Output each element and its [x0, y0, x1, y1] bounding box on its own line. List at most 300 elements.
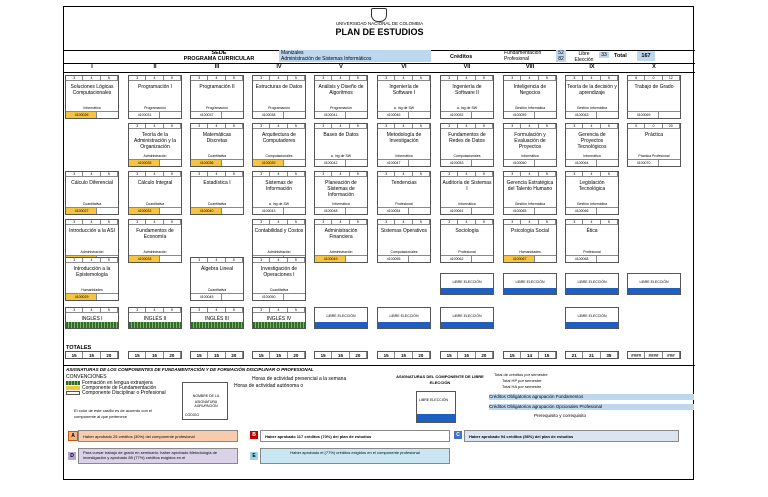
- course-card[interactable]: [252, 307, 306, 329]
- course-area: Administración: [80, 250, 104, 254]
- semester-header: V: [339, 64, 343, 70]
- semester-total: [627, 351, 681, 359]
- sede-value: Manizales: [279, 50, 431, 56]
- course-area: Computacionales: [265, 154, 293, 158]
- course-name: Introducción a la Epistemología: [73, 266, 111, 278]
- course-hours: 3: [129, 124, 146, 129]
- semester-total: [128, 351, 182, 359]
- course-name: Ingeniería de Software I: [389, 84, 419, 96]
- semester-header: III: [214, 64, 220, 70]
- semester-total-value: 20: [288, 352, 305, 358]
- profesional-label: Profesional: [504, 56, 530, 62]
- course-hours: 4: [583, 220, 600, 225]
- course-hours: 5: [288, 220, 305, 225]
- course-hours: 4: [521, 76, 538, 81]
- course-hours: 5: [101, 172, 118, 177]
- semester-total-value: 15: [332, 352, 349, 358]
- course-card[interactable]: [128, 307, 182, 329]
- course-hours: 4: [208, 308, 225, 313]
- elective-label: LIBRE ELECCIÓN: [326, 314, 356, 318]
- course-name: Investigación de Operaciones I: [260, 266, 298, 278]
- semester-total-value: 14: [521, 352, 538, 358]
- course-code: 4100033: [129, 255, 160, 262]
- course-hours: 5: [288, 172, 305, 177]
- course-hours: 4: [146, 308, 163, 313]
- course-area: Programación: [268, 106, 290, 110]
- course-hours: 3: [129, 76, 146, 81]
- course-hours: 5: [476, 124, 493, 129]
- university-name: UNIVERSIDAD NACIONAL DE COLOMBIA: [335, 21, 424, 26]
- course-hours: 3: [191, 308, 208, 313]
- course-hours: 3: [566, 220, 583, 225]
- course-hours: 3: [378, 124, 395, 129]
- course-credit-marker: [408, 111, 430, 118]
- course-name: Administración Financiera: [324, 228, 358, 240]
- course-card[interactable]: [65, 257, 119, 301]
- course-card[interactable]: [314, 219, 368, 263]
- legend-prof-swatch: [66, 391, 80, 395]
- course-hours: 3: [191, 76, 208, 81]
- course-hours: 4: [395, 124, 412, 129]
- course-card[interactable]: [190, 75, 244, 119]
- course-name: Sociología: [455, 228, 479, 234]
- semester-total-value: 21: [583, 352, 600, 358]
- course-name: Programación I: [138, 84, 172, 90]
- course-area: Humanidades: [81, 288, 103, 292]
- course-card[interactable]: [65, 307, 119, 329]
- course-code: 4100062: [441, 255, 472, 262]
- course-area: Profesional: [583, 250, 601, 254]
- legend-lengua: Formación en lengua extranjera: [82, 380, 153, 386]
- course-card[interactable]: [565, 123, 619, 167]
- course-area: a. Ing de SW: [330, 154, 352, 158]
- elective-card[interactable]: [565, 307, 619, 329]
- course-area: Cuantitativa: [145, 202, 165, 206]
- language-bar: [253, 322, 305, 328]
- semester-total: [65, 351, 119, 359]
- course-code: 4100067: [504, 255, 535, 262]
- course-hours: 5: [350, 172, 367, 177]
- course-card[interactable]: [377, 219, 431, 263]
- course-hours: 3: [66, 172, 83, 177]
- course-code: 4100047: [378, 159, 409, 166]
- semester-total-value: 15: [378, 352, 395, 358]
- course-card[interactable]: [377, 123, 431, 167]
- elective-card[interactable]: [314, 307, 368, 329]
- elective-label: LIBRE ELECCIÓN: [515, 280, 545, 284]
- semester-total-value: 15: [504, 352, 521, 358]
- course-credit-marker: [596, 111, 618, 118]
- course-hours: 5: [226, 76, 243, 81]
- semester-total-value: 15: [395, 352, 412, 358]
- elective-bar: [504, 288, 556, 294]
- course-code: 4100059: [504, 111, 535, 118]
- course-credit-marker: [159, 255, 181, 262]
- course-name: Introducción a la ASI: [69, 228, 115, 234]
- course-card[interactable]: [627, 123, 681, 167]
- course-area: Gestión Informática: [576, 202, 608, 206]
- course-card[interactable]: [252, 75, 306, 119]
- programa-value: Administración de Sistemas Informáticos: [279, 56, 431, 62]
- course-credit-marker: [408, 207, 430, 214]
- course-hours: 4: [458, 124, 475, 129]
- course-card[interactable]: [314, 75, 368, 119]
- course-card[interactable]: [565, 171, 619, 215]
- course-hours: 5: [350, 220, 367, 225]
- course-hours: 20: [663, 124, 680, 129]
- course-hours: 4: [458, 76, 475, 81]
- semester-header: I: [91, 64, 93, 70]
- course-hours: 3: [253, 124, 270, 129]
- course-name: Análisis y Diseño de Algoritmos: [318, 84, 364, 96]
- course-card[interactable]: [440, 219, 494, 263]
- req-b-text: Haber aprobado 117 créditos (70%) del plan de estudios: [260, 430, 450, 442]
- course-credit-marker: [283, 111, 305, 118]
- course-code: 4100046: [378, 111, 409, 118]
- course-card[interactable]: [190, 307, 244, 329]
- course-hours: 5: [164, 220, 181, 225]
- semester-total: [565, 351, 619, 359]
- course-name: Metodología de Investigación: [386, 132, 422, 144]
- course-name: INGLÉS I: [81, 316, 103, 322]
- course-hours: 0: [628, 124, 645, 129]
- course-hours: 4: [270, 76, 287, 81]
- req-d-text: Para cursar trabajo de grado en seminario: haber aprobado Metodología de investigación y aprobado 85 (77%) créditos exigidos en el: [78, 448, 238, 464]
- course-name: Práctica: [644, 132, 664, 138]
- course-code: 4100053: [441, 159, 472, 166]
- course-hours: 3: [129, 172, 146, 177]
- elective-label: LIBRE ELECCIÓN: [452, 280, 482, 284]
- course-hours: 5: [539, 124, 556, 129]
- libre-title: ASIGNATURAS DEL COMPONENTE DE LIBRE ELECCIÓN: [396, 374, 484, 385]
- req-d-badge: D: [68, 452, 76, 460]
- course-card[interactable]: [440, 123, 494, 167]
- course-code: 4100027: [66, 207, 97, 214]
- study-plan-sheet: [63, 6, 694, 480]
- course-hours: 3: [504, 76, 521, 81]
- libre-key-label: LIBRE ELECCIÓN: [419, 398, 448, 402]
- course-hours: 4: [146, 172, 163, 177]
- course-code: 4100065: [504, 207, 535, 214]
- semester-header: VIII: [525, 64, 535, 70]
- course-hours: 5: [101, 258, 118, 263]
- course-credit-marker: [221, 159, 243, 166]
- course-hours: 5: [601, 172, 618, 177]
- elective-label: LIBRE ELECCIÓN: [389, 314, 419, 318]
- semester-total: [314, 351, 368, 359]
- legend-prof: Componente Disciplinar o Profesional: [82, 390, 166, 396]
- course-card[interactable]: [565, 219, 619, 263]
- course-area: Cuantitativa: [82, 202, 102, 206]
- course-code: 4100038: [253, 111, 284, 118]
- elective-card[interactable]: [503, 273, 557, 295]
- course-hours: 5: [601, 124, 618, 129]
- course-hours: 3: [66, 308, 83, 313]
- semester-total: [440, 351, 494, 359]
- course-code: 4100049: [315, 255, 346, 262]
- course-name: Bases de Datos: [323, 132, 359, 138]
- course-card[interactable]: [190, 171, 244, 215]
- course-hours: 5: [164, 172, 181, 177]
- course-code: 4100042: [315, 159, 346, 166]
- course-hours: 3: [66, 76, 83, 81]
- course-code: 4100064: [566, 159, 597, 166]
- course-hours: 4: [208, 76, 225, 81]
- course-code: 4100039: [253, 159, 284, 166]
- course-name: Sistemas Operativos: [380, 228, 428, 234]
- total-value: 167: [637, 51, 655, 61]
- course-card[interactable]: [503, 123, 557, 167]
- course-hours: 4: [583, 124, 600, 129]
- elective-bar: [441, 322, 493, 328]
- course-code: 4100037: [191, 111, 222, 118]
- req-c-badge: C: [454, 431, 462, 439]
- course-code: 4100052: [441, 111, 472, 118]
- legend-title: ASIGNATURAS DE LOS COMPONENTES DE FUNDAMENTACIÓN Y DE FORMACIÓN DISCIPLINAR O PROFESIONAL: [66, 367, 314, 372]
- course-hours: 0: [645, 124, 662, 129]
- semester-total: [252, 351, 306, 359]
- course-hours: 3: [504, 124, 521, 129]
- creditos-semestre-note: Total de créditos por semestre: [494, 372, 548, 377]
- course-card[interactable]: [503, 219, 557, 263]
- course-hours: 4: [208, 258, 225, 263]
- libre-label: Libre Elección: [574, 51, 594, 63]
- course-area: Programación: [206, 106, 228, 110]
- course-code: 4100054: [378, 207, 409, 214]
- horas-autonoma-note: Horas de actividad autónoma o: [234, 383, 304, 389]
- course-name: Ética: [586, 228, 598, 234]
- course-credit-marker: [534, 159, 556, 166]
- course-card[interactable]: [314, 123, 368, 167]
- elective-card[interactable]: [440, 307, 494, 329]
- req-a-text: Haber aprobado 25 créditos (30%) del componente profesional: [78, 430, 238, 442]
- course-hours: 3: [566, 76, 583, 81]
- course-name: Formulación y Evaluación de Proyectos: [514, 132, 546, 150]
- legend-fund: Componente de Fundamentación: [82, 385, 157, 391]
- course-card[interactable]: [128, 219, 182, 263]
- course-card[interactable]: [252, 257, 306, 301]
- semester-total: [377, 351, 431, 359]
- course-credit-marker: [283, 207, 305, 214]
- semester-total-value: 15: [83, 352, 100, 358]
- semester-total-value: 21: [566, 352, 583, 358]
- course-hours: 3: [378, 220, 395, 225]
- course-credit-marker: [534, 111, 556, 118]
- course-card[interactable]: [503, 171, 557, 215]
- semester-header: VI: [401, 64, 407, 70]
- semester-total-value: 35: [601, 352, 618, 358]
- course-hours: 4: [332, 124, 349, 129]
- elective-card[interactable]: [565, 273, 619, 295]
- semester-header: II: [153, 64, 157, 70]
- course-credit-marker: [658, 111, 680, 118]
- course-area: Cuantitativa: [269, 288, 289, 292]
- course-area: Programación: [330, 106, 352, 110]
- course-credit-marker: [471, 111, 493, 118]
- elective-bar: [566, 322, 618, 328]
- course-area: a. Ing de SW: [268, 202, 290, 206]
- course-card[interactable]: [377, 171, 431, 215]
- semester-total-value: 15: [539, 352, 556, 358]
- course-hours: 5: [601, 220, 618, 225]
- creditos-label: Créditos: [450, 54, 473, 60]
- course-hours: 5: [164, 124, 181, 129]
- course-area: Informática: [395, 154, 413, 158]
- course-hours: 3: [191, 258, 208, 263]
- course-hours: 5: [226, 124, 243, 129]
- course-card[interactable]: [440, 171, 494, 215]
- course-name: Sistemas de Información: [265, 180, 293, 192]
- course-card[interactable]: [252, 171, 306, 215]
- course-name: Programación II: [199, 84, 235, 90]
- course-hours: 3: [315, 220, 332, 225]
- course-hours: 5: [288, 258, 305, 263]
- key-codigo: CÓDIGO: [185, 413, 200, 417]
- course-area: Administración: [143, 250, 167, 254]
- semester-total-value: 20: [476, 352, 493, 358]
- course-card[interactable]: [190, 257, 244, 301]
- course-hours: 12: [663, 76, 680, 81]
- course-code: 4100061: [441, 207, 472, 214]
- semester-total-value: 20: [101, 352, 118, 358]
- course-hours: 3: [441, 172, 458, 177]
- elective-bar: [441, 288, 493, 294]
- course-hours: 5: [226, 258, 243, 263]
- semester-header: VII: [463, 64, 471, 70]
- course-hours: 4: [146, 220, 163, 225]
- course-hours: 4: [583, 76, 600, 81]
- course-code: 4100031: [129, 111, 160, 118]
- course-card[interactable]: [627, 75, 681, 119]
- course-card[interactable]: [503, 75, 557, 119]
- course-hours: 4: [270, 308, 287, 313]
- course-hours: 3: [253, 258, 270, 263]
- course-card[interactable]: [128, 75, 182, 119]
- course-credit-marker: [596, 255, 618, 262]
- semester-total-value: ####: [628, 352, 645, 358]
- semester-header: X: [652, 64, 656, 70]
- course-card[interactable]: [440, 75, 494, 119]
- course-card[interactable]: [65, 75, 119, 119]
- programa-label: PROGRAMA CURRICULAR: [183, 56, 255, 62]
- course-hours: 5: [413, 124, 430, 129]
- course-hours: 5: [601, 76, 618, 81]
- course-area: Gestión Informática: [576, 106, 608, 110]
- semester-total-value: 15: [270, 352, 287, 358]
- course-credit-marker: [596, 207, 618, 214]
- course-name: Álgebra Lineal: [201, 266, 233, 272]
- libre-key-box: [416, 391, 456, 423]
- elective-label: LIBRE ELECCIÓN: [452, 314, 482, 318]
- course-card[interactable]: [565, 75, 619, 119]
- course-name: Tendencias: [391, 180, 417, 186]
- course-name: Trabajo de Grado: [634, 84, 674, 90]
- semester-total-value: 15: [146, 352, 163, 358]
- course-credit-marker: [471, 207, 493, 214]
- course-card[interactable]: [190, 123, 244, 167]
- course-hours: 5: [413, 172, 430, 177]
- elective-label: LIBRE ELECCIÓN: [577, 314, 607, 318]
- course-name: Gerencia Estratégica del Talento Humano: [506, 180, 554, 192]
- req-e-text: Haber aprobado el (77%) créditos exigidos en el componente profesional: [260, 448, 450, 464]
- course-code: 4100060: [504, 159, 535, 166]
- key-nombre: NOMBRE DE LA ASIGNATURA: [192, 394, 220, 404]
- course-area: Informática: [583, 154, 601, 158]
- elective-label: LIBRE ELECCIÓN: [577, 280, 607, 284]
- course-hours: 5: [164, 308, 181, 313]
- course-hours: 0: [645, 76, 662, 81]
- course-credit-marker: [159, 111, 181, 118]
- totals-label: TOTALES: [66, 345, 92, 351]
- course-area: a. Ing de SW: [393, 106, 415, 110]
- course-card[interactable]: [128, 171, 182, 215]
- course-area: Informática: [521, 154, 539, 158]
- course-credit-marker: [159, 207, 181, 214]
- course-area: Profesional: [458, 250, 476, 254]
- course-hours: 3: [378, 76, 395, 81]
- course-credit-marker: [345, 207, 367, 214]
- course-code: 4100063: [566, 111, 597, 118]
- elective-card[interactable]: [377, 307, 431, 329]
- elective-card[interactable]: [440, 273, 494, 295]
- course-card[interactable]: [65, 171, 119, 215]
- course-name: Estructuras de Datos: [255, 84, 303, 90]
- course-hours: 3: [504, 220, 521, 225]
- course-card[interactable]: [128, 123, 182, 167]
- course-name: Psicología Social: [510, 228, 550, 234]
- course-hours: 5: [350, 124, 367, 129]
- course-hours: 3: [315, 76, 332, 81]
- course-hours: 4: [332, 76, 349, 81]
- course-card[interactable]: [377, 75, 431, 119]
- course-credit-marker: [283, 159, 305, 166]
- course-area: Informática: [458, 202, 476, 206]
- req-c-text: Haber aprobado 94 créditos (56%) del plan de estudios: [464, 430, 679, 442]
- course-area: Administración: [143, 154, 167, 158]
- legend-lengua-swatch: [66, 381, 80, 385]
- key-agrupacion: AGRUPACIÓN: [194, 404, 218, 408]
- course-card[interactable]: [314, 171, 368, 215]
- course-hours: 4: [521, 172, 538, 177]
- semester-total: [503, 351, 557, 359]
- semester-total-value: 15: [129, 352, 146, 358]
- course-hours: 4: [270, 124, 287, 129]
- course-hours: 5: [350, 76, 367, 81]
- course-hours: 5: [226, 172, 243, 177]
- course-hours: 3: [129, 308, 146, 313]
- course-code: 4100048: [315, 207, 346, 214]
- elective-card[interactable]: [627, 273, 681, 295]
- course-area: Programación: [144, 106, 166, 110]
- course-hours: 4: [395, 76, 412, 81]
- course-credit-marker: [534, 207, 556, 214]
- course-credit-marker: [408, 159, 430, 166]
- sede-label: SEDE: [211, 50, 227, 56]
- course-hours: 4: [83, 76, 100, 81]
- course-name: Soluciones Lógicas Computacionales: [70, 84, 114, 96]
- course-hours: 4: [458, 220, 475, 225]
- language-bar: [66, 322, 118, 328]
- course-card[interactable]: [252, 123, 306, 167]
- semester-total-value: 15: [191, 352, 208, 358]
- course-code: 4100070: [628, 159, 659, 166]
- course-hours: 4: [208, 124, 225, 129]
- elective-bar: [378, 322, 430, 328]
- course-hours: 5: [226, 308, 243, 313]
- course-credit-marker: [96, 293, 118, 300]
- course-code: 4100050: [253, 293, 284, 300]
- course-credit-marker: [345, 111, 367, 118]
